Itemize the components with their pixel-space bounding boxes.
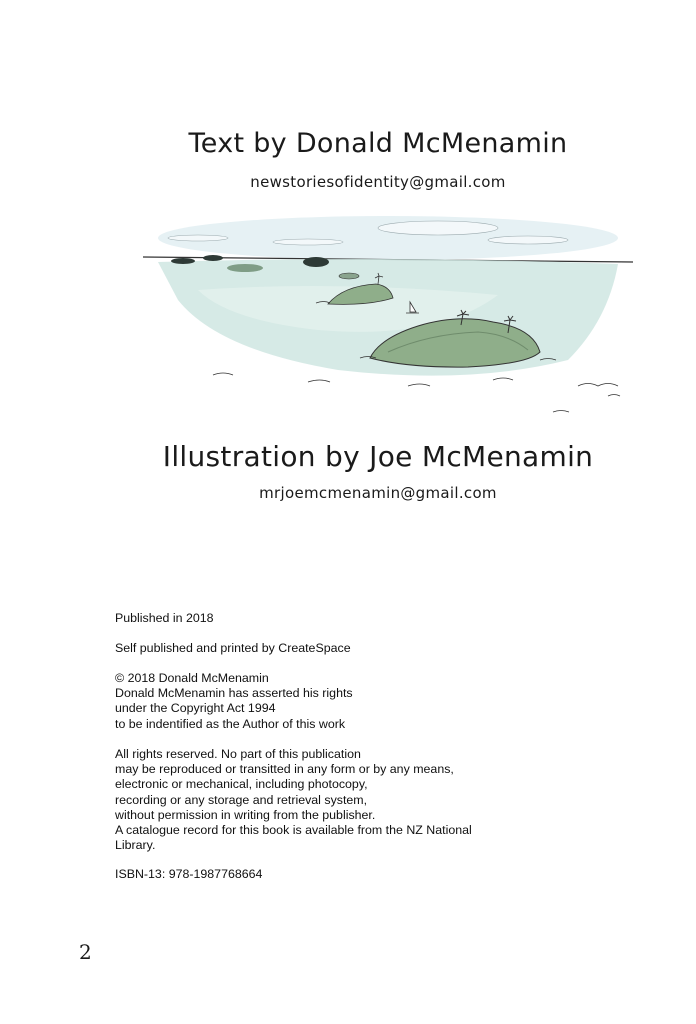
rights-line: may be reproduced or transitted in any form or by any means, [115, 762, 454, 777]
copyright-line: Donald McMenamin has asserted his rights [115, 686, 353, 701]
published-line [115, 611, 535, 626]
text-author-email: newstoriesofidentity@gmail.com [250, 173, 506, 191]
rights-line: All rights reserved. No part of this publication [115, 747, 361, 761]
distant-rock [171, 258, 195, 264]
wave-ripple [308, 380, 330, 382]
rights-line: Library. [115, 838, 156, 853]
rights-block [115, 747, 535, 853]
rights-line: A catalogue record for this book is available from the NZ National [115, 823, 472, 838]
isbn-text: ISBN-13: 978-1987768664 [115, 867, 263, 881]
wave-ripple [553, 411, 569, 413]
self-published-line [115, 641, 535, 656]
isbn-line [115, 867, 535, 882]
wave-ripple [608, 395, 620, 397]
distant-rock [339, 273, 359, 279]
self-published-text: Self published and printed by CreateSpace [115, 641, 351, 655]
published-text: Published in 2018 [115, 611, 214, 625]
distant-rock [203, 255, 223, 261]
text-author-credit: Text by Donald McMenamin [188, 128, 568, 159]
rights-line: without permission in writing from the publisher. [115, 807, 376, 822]
cloud [168, 235, 228, 241]
cloud [378, 221, 498, 235]
wave-ripple [578, 384, 618, 387]
copyright-line: © 2018 Donald McMenamin [115, 671, 269, 685]
illustrator-email: mrjoemcmenamin@gmail.com [259, 484, 497, 502]
islands-illustration [138, 200, 638, 420]
rights-line: electronic or mechanical, including photocopy, [115, 777, 368, 792]
distant-rock [303, 257, 329, 267]
distant-rock [227, 264, 263, 272]
illustrator-credit: Illustration by Joe McMenamin [162, 440, 594, 473]
copyright-block [115, 671, 535, 732]
wave-ripple [213, 373, 233, 375]
page-number: 2 [79, 940, 92, 964]
cloud [273, 239, 343, 245]
rights-line: recording or any storage and retrieval system, [115, 792, 368, 807]
copyright-line: under the Copyright Act 1994 [115, 701, 276, 716]
cloud [488, 236, 568, 244]
wave-ripple [408, 384, 430, 386]
copyright-line: to be indentified as the Author of this work [115, 716, 346, 731]
wave-ripple [493, 378, 513, 380]
